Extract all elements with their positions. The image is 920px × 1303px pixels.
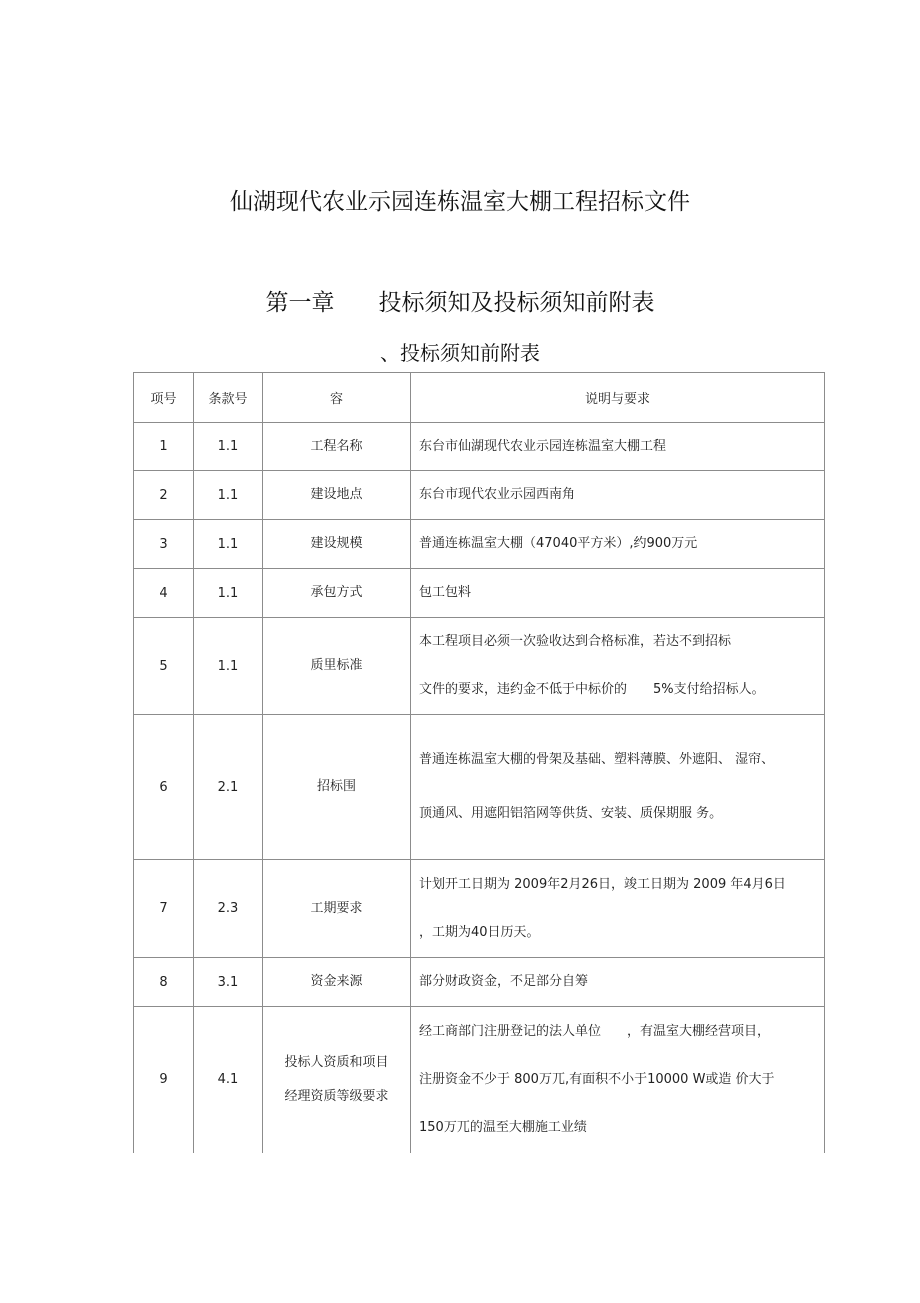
cell-description [411, 471, 825, 520]
cell-clause-number: 2.1 [194, 715, 263, 860]
cell-description [411, 958, 825, 1007]
cell-description [411, 715, 825, 860]
description-line: 文件的要求，违约金不低于中标价的 5%支付给招标人。 [419, 682, 765, 697]
cell-description [411, 423, 825, 471]
description-line: 部分财政资金，不足部分自筹 [419, 974, 589, 989]
header-content: 容 [263, 373, 411, 423]
cell-description [411, 569, 825, 618]
chapter-title: 投标须知及投标须知前附表 [378, 290, 655, 316]
header-description: 说明与要求 [411, 373, 825, 423]
table-row [134, 715, 825, 860]
document-title: 仙湖现代农业示园连栋温室大棚工程招标文件 [230, 189, 690, 215]
content-line: 投标人资质和项目 [284, 1054, 389, 1070]
cell-item-number: 7 [134, 860, 194, 958]
cell-item-number: 1 [134, 423, 194, 471]
cell-content [263, 715, 411, 860]
cell-clause-number: 4.1 [194, 1007, 263, 1153]
cell-content [263, 569, 411, 618]
header-item-number: 项号 [134, 373, 194, 423]
cell-description [411, 618, 825, 715]
description-line: ，工期为40日历天。 [419, 924, 540, 940]
cell-item-number: 5 [134, 618, 194, 715]
description-line: 注册资金不少于 800万兀,有面积不小于10000 W或造 价大于 [419, 1071, 775, 1087]
cell-clause-number: 1.1 [194, 618, 263, 715]
cell-clause-number: 1.1 [194, 520, 263, 569]
cell-description [411, 1007, 825, 1153]
header-clause-number: 条款号 [194, 373, 263, 423]
description-line: 东台市仙湖现代农业示园连栋温室大棚工程 [419, 438, 667, 454]
cell-content [263, 860, 411, 958]
cell-item-number: 8 [134, 958, 194, 1007]
content-line: 建设地点 [310, 487, 363, 502]
description-line: 计划开工日期为 2009年2月26日，竣工日期为 2009 年4月6日 [419, 876, 786, 892]
cell-clause-number: 1.1 [194, 471, 263, 520]
content-line: 经理资质等级要求 [284, 1088, 389, 1104]
content-line: 承包方式 [310, 585, 363, 600]
cell-content [263, 520, 411, 569]
cell-clause-number: 3.1 [194, 958, 263, 1007]
table-row [134, 520, 825, 569]
cell-item-number: 9 [134, 1007, 194, 1153]
description-line: 普通连栋温室大棚（47040平方米）,约900万元 [419, 536, 698, 551]
cell-item-number: 3 [134, 520, 194, 569]
content-line: 质里标准 [310, 658, 363, 673]
table-header-row [134, 373, 825, 423]
cell-item-number: 2 [134, 471, 194, 520]
description-line: 本工程项目必须一次验收达到合格标准，若达不到招标 [419, 634, 732, 649]
cell-clause-number: 2.3 [194, 860, 263, 958]
table-row [134, 618, 825, 715]
table-row [134, 860, 825, 958]
bidding-requirements-table [133, 372, 825, 1153]
description-line: 150万兀的温至大棚施工业绩 [419, 1119, 587, 1135]
cell-clause-number: 1.1 [194, 569, 263, 618]
content-line: 工期要求 [310, 900, 363, 916]
cell-description [411, 860, 825, 958]
description-line: 包工包料 [419, 585, 472, 600]
cell-content [263, 1007, 411, 1153]
table-row [134, 423, 825, 471]
cell-item-number: 4 [134, 569, 194, 618]
content-line: 建设规模 [310, 536, 363, 551]
chapter-heading [0, 284, 920, 317]
table-row [134, 471, 825, 520]
content-line: 招标围 [316, 779, 356, 794]
content-line: 资金来源 [310, 974, 363, 989]
description-line: 顶通风、用遮阳铝箔网等供货、安装、质保期服 务。 [419, 806, 723, 821]
cell-description [411, 520, 825, 569]
chapter-number: 第一章 [265, 290, 335, 316]
cell-clause-number: 1.1 [194, 423, 263, 471]
cell-content [263, 471, 411, 520]
table-row [134, 1007, 825, 1153]
content-line: 工程名称 [310, 438, 363, 454]
cell-content [263, 423, 411, 471]
cell-content [263, 618, 411, 715]
table-body [134, 423, 825, 1153]
description-line: 普通连栋温室大棚的骨架及基础、塑料薄膜、外遮阳、 湿帘、 [419, 752, 775, 767]
table-row [134, 569, 825, 618]
description-line: 东台市现代农业示园西南角 [419, 487, 576, 502]
section-title: 、投标须知前附表 [380, 341, 540, 365]
description-line: 经工商部门注册登记的法人单位 ，有温室大棚经营项目， [419, 1023, 771, 1039]
cell-content [263, 958, 411, 1007]
cell-item-number: 6 [134, 715, 194, 860]
table-row [134, 958, 825, 1007]
